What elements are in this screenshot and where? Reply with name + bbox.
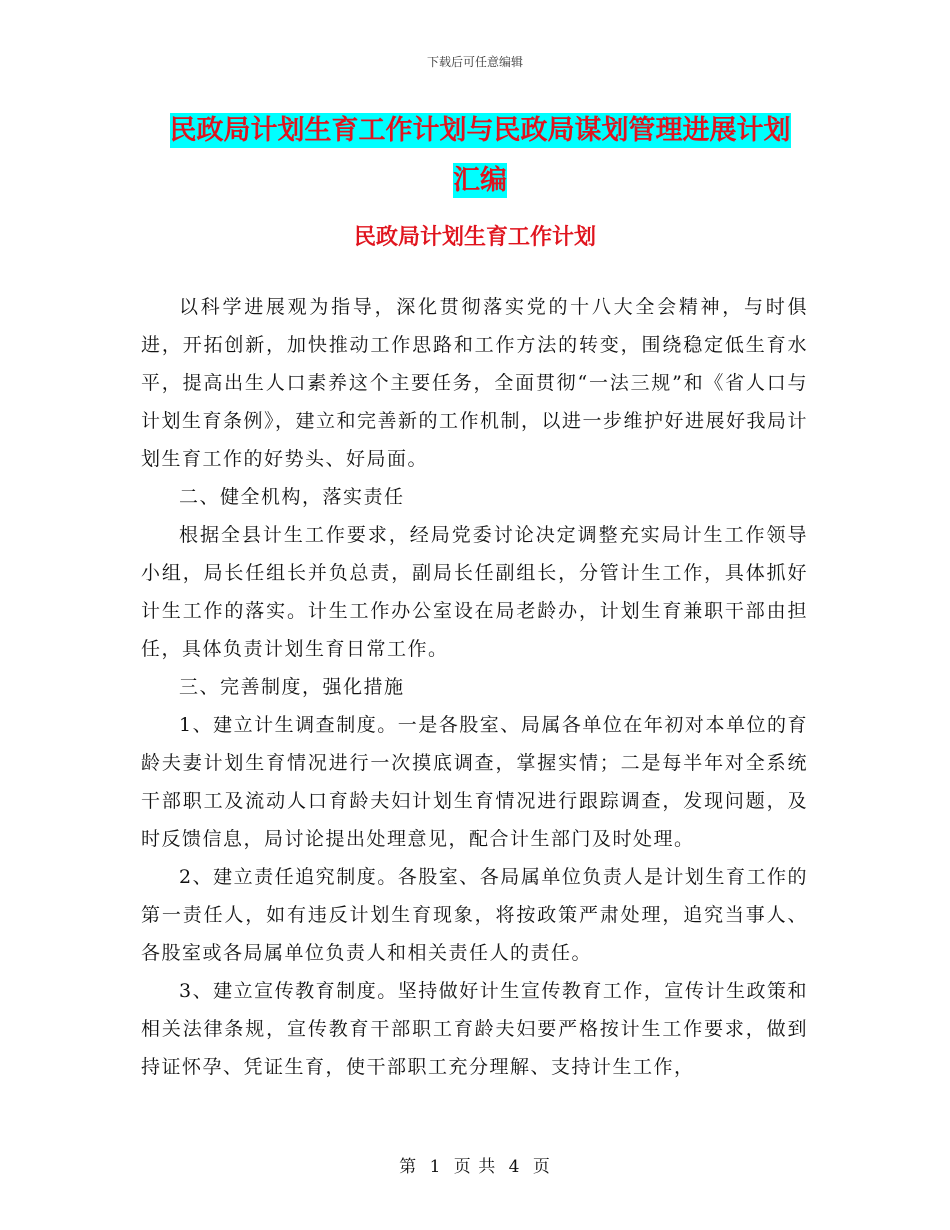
paragraph-item-2: 2、建立责任追究制度。各股室、各局属单位负责人是计划生育工作的第一责任人，如有违反计划生育现象，将按政策严肃处理，追究当事人、各股室或各局属单位负责人和相关责任人的责任。 <box>141 866 808 964</box>
paragraph-intro: 以科学进展观为指导，深化贯彻落实党的十八大全会精神，与时俱进，开拓创新，加快推动工作思路和工作方法的转变，围绕稳定低生育水平，提高出生人口素养这个主要任务，全面贯彻“一法三规”和《省人口与计划生育条例》，建立和完善新的工作机制，以进一步维护好进展好我局计划生育工作的好势头、好局面。 <box>141 296 809 470</box>
footer-middle: 页 共 <box>453 1157 497 1177</box>
footer-suffix: 页 <box>532 1157 551 1177</box>
paragraph-heading-3: 三、完善制度，强化措施 <box>179 676 405 698</box>
paragraph-heading-2: 二、健全机构，落实责任 <box>179 486 405 508</box>
footer-total-pages: 4 <box>508 1157 521 1177</box>
document-title-line2: 汇编 <box>453 165 507 196</box>
document-body <box>141 288 808 1086</box>
section-title: 民政局计划生育工作计划 <box>353 225 596 250</box>
header-note: 下载后可任意编辑 <box>426 55 523 69</box>
paragraph-item-1: 1、建立计生调查制度。一是各股室、局属各单位在年初对本单位的育龄夫妻计划生育情况进行一次摸底调查，掌握实情；二是每半年对全系统干部职工及流动人口育龄夫妇计划生育情况进行跟踪调查，发现问题，及时反馈信息，局讨论提出处理意见，配合计生部门及时处理。 <box>141 714 808 850</box>
footer-page-number: 1 <box>429 1157 442 1177</box>
footer-prefix: 第 <box>399 1157 418 1177</box>
paragraph-organization: 根据全县计生工作要求，经局党委讨论决定调整充实局计生工作领导小组，局长任组长并负总责，副局长任副组长，分管计生工作，具体抓好计生工作的落实。计生工作办公室设在局老龄办，计划生育兼职干部由担任，具体负责计划生育日常工作。 <box>141 524 808 660</box>
page-footer <box>0 1152 950 1177</box>
document-title <box>150 106 810 206</box>
paragraph-item-3: 3、建立宣传教育制度。坚持做好计生宣传教育工作，宣传计生政策和相关法律条规，宣传教育干部职工育龄夫妇要严格按计生工作要求，做到持证怀孕、凭证生育，使干部职工充分理解、支持计生工作， <box>141 980 808 1078</box>
document-title-line1: 民政局计划生育工作计划与民政局谋划管理进展计划 <box>169 115 791 146</box>
